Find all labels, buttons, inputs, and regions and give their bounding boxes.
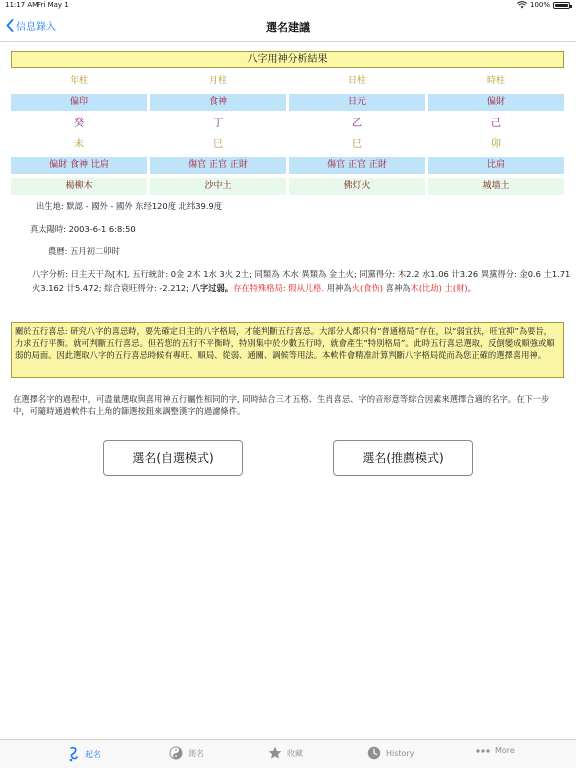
branch-year: 未 bbox=[74, 139, 84, 150]
birthplace-value: 默認 - 國外 - 國外 东经120度 北纬39.9度 bbox=[66, 201, 223, 211]
hidden-stems-row bbox=[11, 157, 564, 174]
solar-time-value: 2003-6-1 6:8:50 bbox=[68, 224, 136, 234]
more-icon bbox=[476, 748, 490, 754]
branch-day: 巳 bbox=[352, 139, 362, 150]
wifi-icon bbox=[517, 1, 527, 9]
status-bar bbox=[0, 0, 576, 12]
yin-yang-icon bbox=[169, 746, 183, 760]
stem-year: 癸 bbox=[74, 118, 84, 129]
header-hour: 時柱 bbox=[486, 76, 505, 86]
birthplace-label: 出生地: bbox=[36, 201, 64, 211]
branch-month: 巳 bbox=[213, 139, 223, 150]
battery-percent: 100% bbox=[529, 1, 550, 9]
solar-time-label: 真太陽時: bbox=[30, 224, 66, 234]
naming-guidance-text: 在選擇名字的過程中，可盡量選取與喜用神五行屬性相同的字, 同時結合三才五格、生肖喜忌、字的音形意等綜合因素來選擇合適的名字。在下一步中，可隨時通過軟件右上角的篩選按鈕來調整漢字的過濾條件。 bbox=[13, 394, 550, 416]
navigation-bar bbox=[0, 12, 576, 42]
tab-naming[interactable] bbox=[68, 746, 101, 762]
status-date: Fri May 1 bbox=[37, 1, 69, 9]
bazi-weak: 八字过弱。 bbox=[191, 283, 234, 293]
self-select-button[interactable]: 選名(自選模式) bbox=[103, 440, 243, 476]
back-button-label: 信息錄入 bbox=[16, 22, 56, 33]
grid-title: 八字用神分析結果 bbox=[11, 51, 564, 68]
bazi-analysis-grid bbox=[11, 51, 564, 195]
tab-history[interactable] bbox=[367, 746, 414, 760]
ten-gods-row bbox=[11, 94, 564, 111]
header-year: 年柱 bbox=[69, 76, 88, 86]
hidden-month: 傷官 正官 正財 bbox=[150, 157, 286, 174]
tab-favorites[interactable] bbox=[268, 746, 303, 760]
star-icon bbox=[268, 746, 282, 760]
hidden-day: 傷官 正官 正財 bbox=[289, 157, 425, 174]
lunar-date-label: 農曆: bbox=[48, 246, 68, 256]
tab-favorites-label: 收藏 bbox=[287, 748, 303, 758]
status-indicators bbox=[517, 1, 570, 9]
solar-time-line bbox=[30, 223, 136, 235]
stems-row bbox=[11, 116, 564, 132]
ten-god-day: 日元 bbox=[289, 94, 425, 111]
stem-month: 丁 bbox=[213, 118, 223, 129]
tab-more-label: More bbox=[495, 746, 515, 755]
hidden-hour: 比肩 bbox=[428, 157, 564, 174]
nayin-hour: 城墙土 bbox=[428, 178, 564, 195]
tab-test-name[interactable] bbox=[169, 746, 204, 760]
pillar-header-row bbox=[11, 73, 564, 90]
bazi-end: 。 bbox=[467, 283, 476, 293]
lunar-date-value: 五月初二卯时 bbox=[70, 246, 120, 256]
header-day: 日柱 bbox=[347, 76, 366, 86]
birthplace-line bbox=[36, 200, 222, 212]
hidden-year: 偏財 食神 比肩 bbox=[11, 157, 147, 174]
nayin-month: 沙中土 bbox=[150, 178, 286, 195]
joy-god-label: 喜神為 bbox=[383, 283, 411, 293]
ten-god-hour: 偏財 bbox=[428, 94, 564, 111]
ten-god-month: 食神 bbox=[150, 94, 286, 111]
lunar-date-line bbox=[48, 245, 120, 257]
nayin-day: 佛灯火 bbox=[289, 178, 425, 195]
tab-bar bbox=[0, 739, 576, 768]
five-elements-note: 關於五行喜忌: 研究八字的喜忌時，要先確定日主的八字格局，才能判斷五行喜忌。大部分人都只有“普通格局”存在，以“弱宜扶，旺宜抑”為要旨，力求五行平衡。就可判斷五行喜忌。但若您的五行不平衡時，特別集中於少數五行時，就會產生“特別格局”。此時五行喜忌選取，反倒變成順強或順弱的局面。因此選取八字的五行喜忌時候有專旺、順局、從弱、通關、調候等用法。本軟件會精准計算判斷八字格局從而為您正確的選擇喜用神。 bbox=[11, 322, 564, 378]
bazi-analysis-text bbox=[32, 267, 572, 295]
joy-god-value: 木(比劫) 土(财) bbox=[410, 283, 468, 293]
page-title: 選名建議 bbox=[266, 21, 310, 34]
battery-icon bbox=[553, 2, 570, 9]
tab-test-name-label: 測名 bbox=[188, 748, 204, 758]
bazi-summary: 日主天干為[木], 五行統計: 0金 2木 1水 3火 2土; 同類為 木水 異類為 金土火; 同黨得分: 木2.2 水1.06 计3.26 異黨得分: 金0.6 土1.71 火3.162 计5.472; 綜合衰旺得分: -2.212; bbox=[32, 269, 571, 293]
status-time: 11:17 AM bbox=[5, 1, 39, 9]
tab-naming-label: 起名 bbox=[85, 749, 101, 759]
stem-day: 乙 bbox=[352, 118, 362, 129]
use-god-label: 用神為 bbox=[324, 283, 352, 293]
recommend-button[interactable]: 選名(推薦模式) bbox=[333, 440, 473, 476]
header-month: 月柱 bbox=[208, 76, 227, 86]
use-god-value: 火(食伤) bbox=[351, 283, 384, 293]
branch-hour: 卯 bbox=[491, 139, 501, 150]
branches-row bbox=[11, 137, 564, 153]
stem-hour: 己 bbox=[491, 118, 501, 129]
clock-icon bbox=[367, 746, 381, 760]
tab-more[interactable] bbox=[476, 746, 515, 755]
ten-god-year: 偏印 bbox=[11, 94, 147, 111]
nayin-year: 楊柳木 bbox=[11, 178, 147, 195]
nayin-row bbox=[11, 178, 564, 195]
bazi-special-pattern: 存在特殊格局: 假从儿格. bbox=[233, 283, 325, 293]
bazi-label: 八字分析: bbox=[32, 269, 68, 279]
naming-icon bbox=[68, 746, 80, 762]
tab-history-label: History bbox=[386, 748, 415, 758]
